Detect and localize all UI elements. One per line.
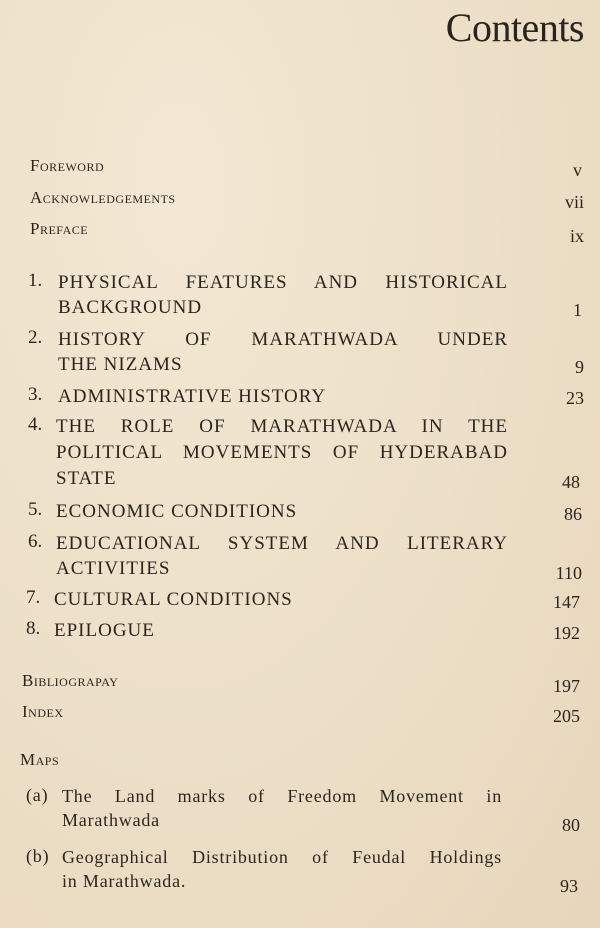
chapter-title: ADMINISTRATIVE HISTORY [58,386,327,407]
chapter-title: EDUCATIONAL SYSTEM AND LITERARY [56,533,508,554]
chapter-title: EPILOGUE [54,620,155,641]
chapter-number: 5. [28,499,43,520]
chapter-title: THE ROLE OF MARATHWADA IN THE [56,416,508,437]
chapter-number: 3. [28,384,43,405]
map-title-cont: in Marathwada. [62,871,187,891]
map-title-cont: Marathwada [62,810,160,830]
chapter-number: 4. [28,414,43,435]
toc-entry-bibliography: Bibliograpay [22,671,119,690]
chapter-page: 23 [566,388,584,408]
chapter-page: 48 [562,472,580,492]
chapter-title: PHYSICAL FEATURES AND HISTORICAL [58,272,508,293]
chapter-title: ECONOMIC CONDITIONS [56,501,298,522]
chapter-title-cont: STATE [56,468,117,489]
chapter-title-cont: THE NIZAMS [58,354,183,375]
map-label: (b) [26,846,50,866]
toc-page-bibliography: 197 [553,676,580,696]
toc-entry-index: Index [22,702,64,721]
toc-page-acknowledgements: vii [564,192,584,212]
chapter-number: 8. [26,618,41,639]
map-page: 93 [560,876,578,896]
chapter-page: 1 [573,300,582,320]
chapter-page: 86 [564,504,582,524]
map-page: 80 [562,815,580,835]
map-title: The Land marks of Freedom Movement in [62,786,502,806]
chapter-title-cont: POLITICAL MOVEMENTS OF HYDERABAD [56,442,508,463]
chapter-page: 9 [575,357,584,377]
toc-entry-acknowledgements: Acknowledgements [30,188,176,207]
chapter-page: 147 [553,592,580,612]
chapter-page: 110 [555,563,582,583]
map-label: (a) [26,785,49,805]
chapter-title-cont: ACTIVITIES [56,558,171,579]
chapter-number: 7. [26,587,41,608]
maps-heading: Maps [20,750,60,769]
chapter-number: 6. [28,531,43,552]
toc-page-preface: ix [569,226,584,246]
chapter-number: 1. [28,270,43,291]
toc-page-index: 205 [553,706,580,726]
chapter-title: CULTURAL CONDITIONS [54,589,293,610]
toc-entry-preface: Preface [30,219,89,238]
page-title: Contents [445,5,584,50]
chapter-page: 192 [553,623,580,643]
chapter-title: HISTORY OF MARATHWADA UNDER [58,329,508,350]
chapter-title-cont: BACKGROUND [58,297,203,318]
chapter-number: 2. [28,327,43,348]
map-title: Geographical Distribution of Feudal Holdings [62,847,502,867]
toc-page-foreword: v [573,160,582,180]
toc-entry-foreword: Foreword [30,156,105,175]
